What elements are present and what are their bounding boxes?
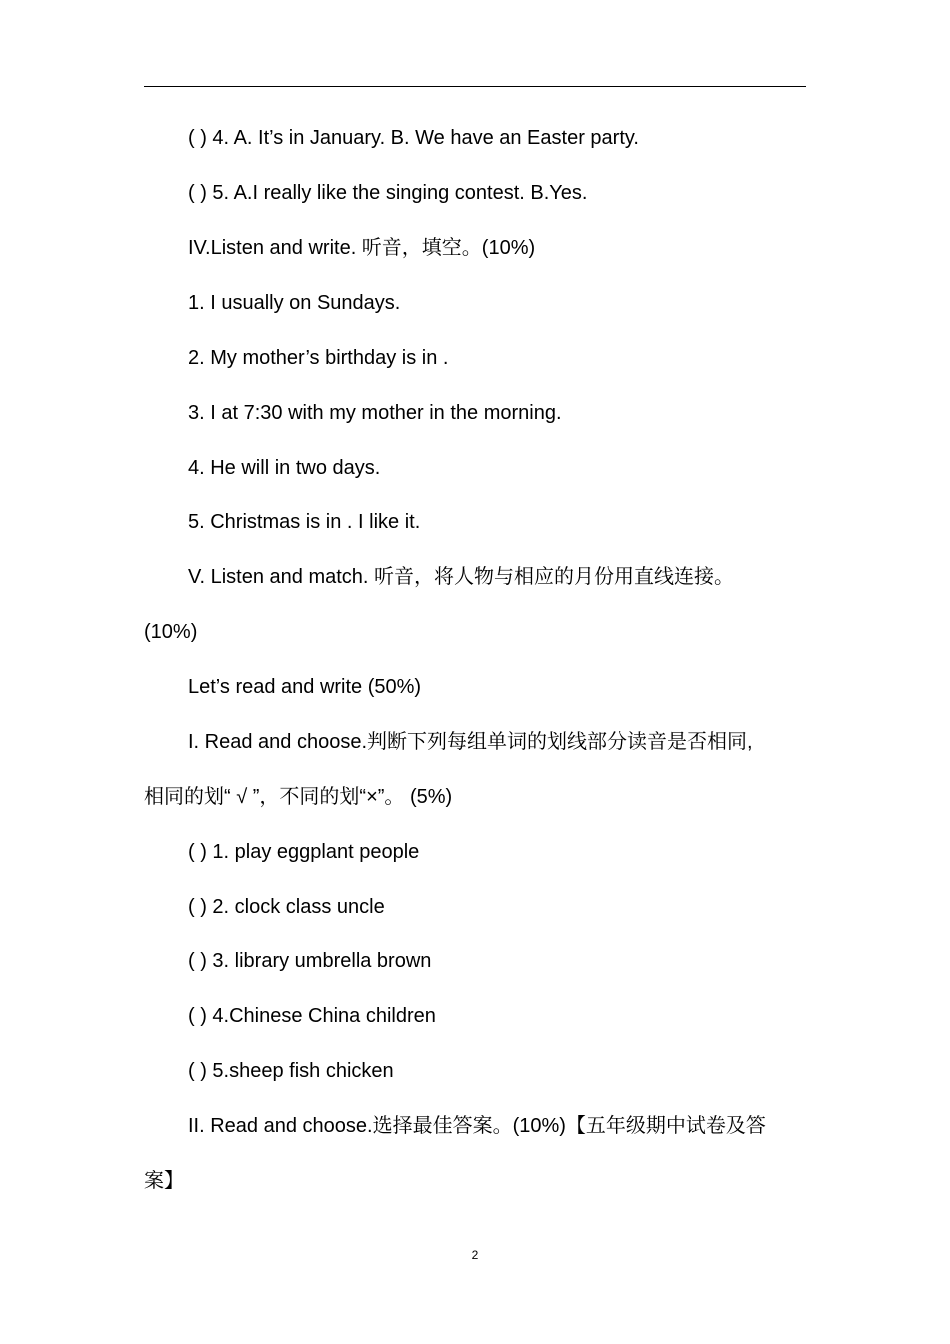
question-line: ( ) 1. play eggplant people <box>188 841 420 863</box>
section-heading-continued: (10%) <box>144 621 198 643</box>
page-number: 2 <box>471 1248 479 1262</box>
section-heading: II. Read and choose.选择最佳答案。(10%)【五年级期中试卷及答 <box>188 1115 766 1137</box>
question-line: 5. Christmas is in . I like it. <box>188 511 421 533</box>
question-line: ( ) 3. library umbrella brown <box>188 950 432 972</box>
part-heading: Let’s read and write (50%) <box>188 676 422 698</box>
section-heading: IV.Listen and write. 听音，填空。(10%) <box>188 237 536 259</box>
question-line: ( ) 4.Chinese China children <box>188 1005 436 1027</box>
section-heading-continued: 相同的划“ √ ”，不同的划“×”。 (5%) <box>144 786 453 808</box>
question-line: 2. My mother’s birthday is in . <box>188 347 449 369</box>
question-line: ( ) 5. A.I really like the singing contest. B.Yes. <box>188 182 588 204</box>
question-line: 3. I at 7:30 with my mother in the morning. <box>188 402 562 424</box>
section-heading: V. Listen and match. 听音，将人物与相应的月份用直线连接。 <box>188 566 735 588</box>
header-rule <box>144 86 806 87</box>
section-heading-continued: 案】 <box>144 1170 184 1192</box>
question-line: ( ) 5.sheep fish chicken <box>188 1060 394 1082</box>
question-line: ( ) 4. A. It’s in January. B. We have an Easter party. <box>188 127 639 149</box>
question-line: 1. I usually on Sundays. <box>188 292 401 314</box>
section-heading: I. Read and choose.判断下列每组单词的划线部分读音是否相同, <box>188 731 753 753</box>
question-line: 4. He will in two days. <box>188 457 381 479</box>
question-line: ( ) 2. clock class uncle <box>188 896 385 918</box>
